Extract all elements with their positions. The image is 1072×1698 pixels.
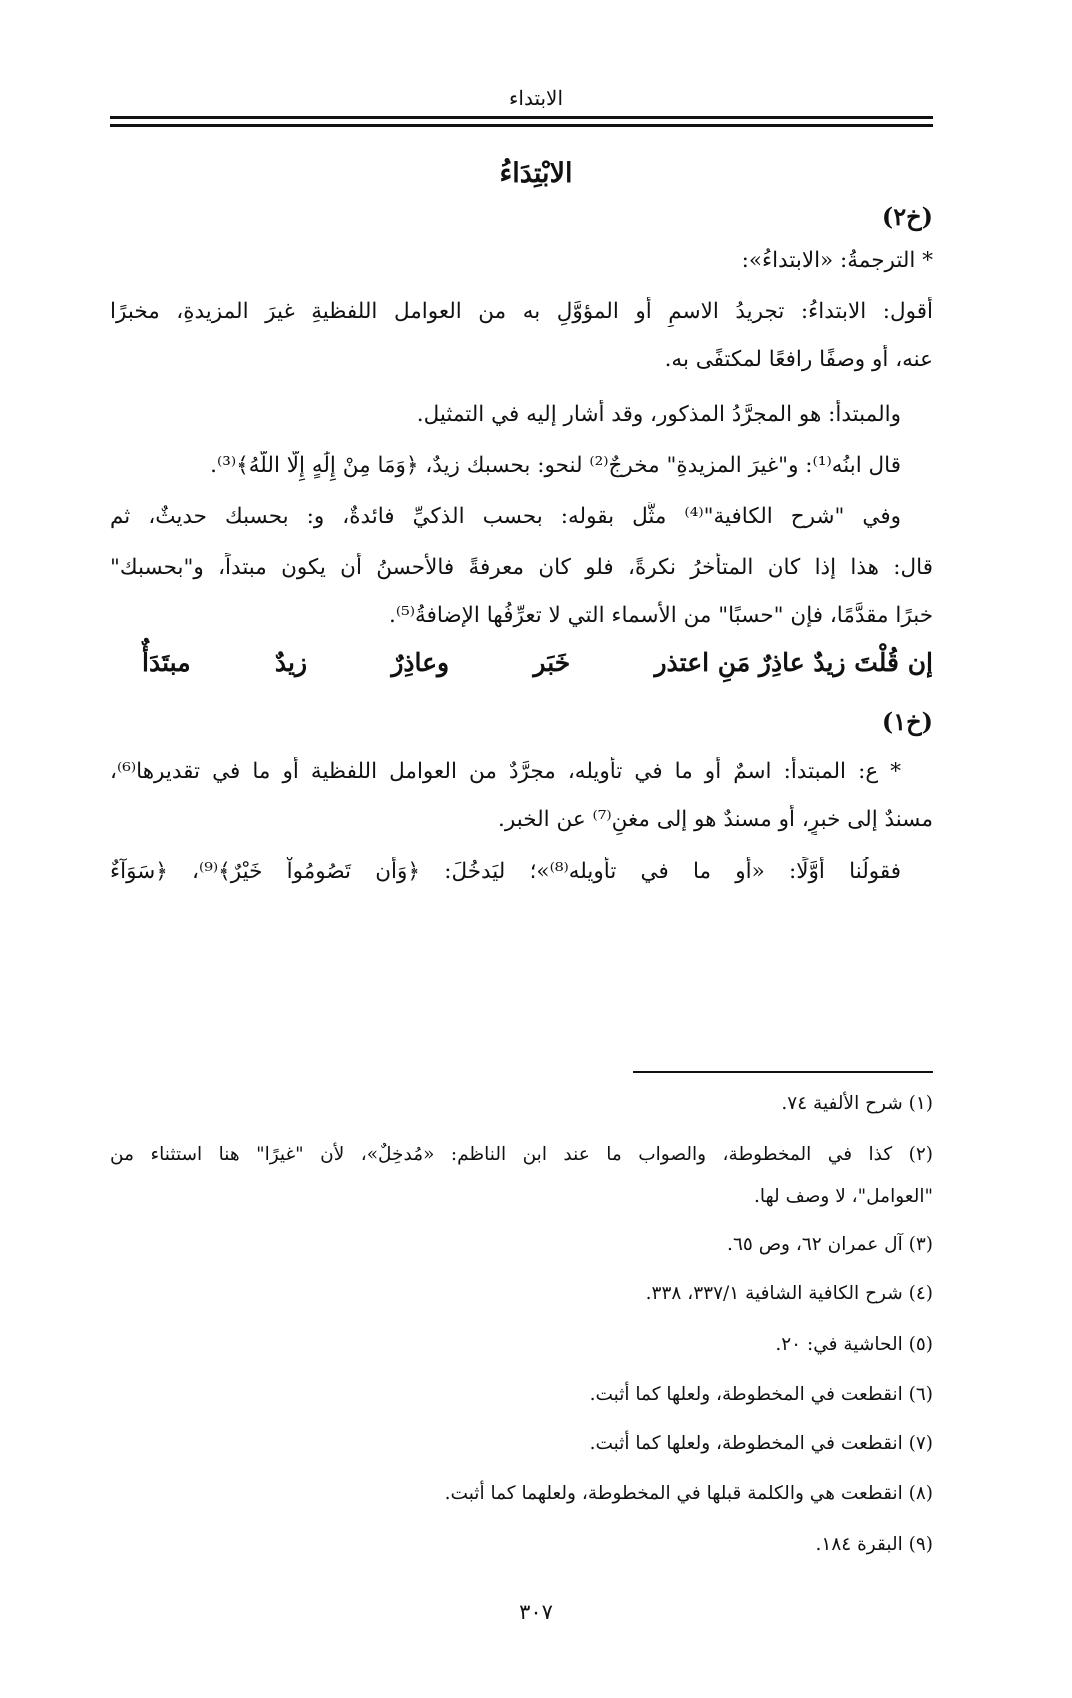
translation-heading: * الترجمةُ: «الابتداءُ»:	[741, 248, 933, 273]
footnote: (٥) الحاشية في: ٢٠.	[775, 1334, 933, 1355]
manuscript-code-a: (خ١)	[881, 707, 933, 736]
footnote: (٣) آل عمران ٦٢، وص ٦٥.	[727, 1234, 933, 1255]
paragraph-line: قال: هذا إذا كان المتأخرُ نكرةً، فلو كان معرفةً فالأحسنُ أن يكون مبتداً، و"بحسبك"	[110, 555, 933, 580]
gloss-item: وعاذِرٌ	[391, 648, 450, 677]
paragraph-line: وفي "شرح الكافية"⁽⁴⁾ مثَّل بقوله: بحسب الذكيِّ فائدةٌ، و: بحسبك حديثٌ، ثم	[110, 504, 901, 529]
paragraph-line: عنه، أو وصفًا رافعًا لمكتفًى به.	[664, 347, 933, 372]
footnote: (٤) شرح الكافية الشافية ٣٣٧/١، ٣٣٨.	[645, 1283, 933, 1304]
header-rule-top	[110, 116, 933, 119]
footnote: (٩) البقرة ١٨٤.	[815, 1534, 933, 1555]
footnote-separator	[633, 1071, 933, 1073]
gloss-item: زيدٌ	[274, 648, 308, 677]
footnote: (٦) انقطعت في المخطوطة، ولعلها كما أثبت.	[589, 1384, 933, 1405]
paragraph-line: مسندٌ إلى خبرٍ، أو مسندٌ هو إلى مغنٍ⁽⁷⁾ عن الخبر.	[498, 807, 933, 832]
section-title: الابْتِدَاءُ	[499, 158, 573, 189]
footnote: (١) شرح الألفية ٧٤.	[781, 1093, 933, 1114]
paragraph-line: فقولُنا أوَّلًا: «أو ما في تأويله⁽⁸⁾»؛ ليَدخُلَ: ﴿وَأَن تَصُومُواْ خَيْرٌ﴾⁽⁹⁾، ﴿سَوَآءٌ	[110, 859, 901, 884]
header-rule-bottom	[110, 124, 933, 127]
footnote: (٨) انقطعت هي والكلمة قبلها في المخطوطة، ولعلهما كما أثبت.	[444, 1483, 933, 1504]
paragraph-line: خبرًا مقدَّمًا، فإن "حسبًا" من الأسماء التي لا تعرِّفُها الإضافةُ⁽⁵⁾.	[389, 603, 933, 628]
manuscript-code-b: (خ٢)	[881, 202, 933, 231]
gloss-item: خَبَر	[533, 648, 571, 677]
gloss-item: إن قُلْتَ زيدٌ عاذِرٌ مَنِ اعتذر	[654, 648, 933, 677]
paragraph-line: * ع: المبتدأُ: اسمٌ أو ما في تأويله، مجرَّدٌ من العوامل اللفظية أو ما في تقديرها⁽⁶⁾،	[110, 759, 901, 784]
footnote: "العوامل"، لا وصف لها.	[754, 1186, 933, 1207]
running-header: الابتداء	[508, 86, 564, 110]
gloss-item: مبتَدَأٌ	[142, 648, 191, 677]
parsing-gloss-row	[142, 648, 933, 677]
footnote: (٧) انقطعت في المخطوطة، ولعلها كما أثبت.	[589, 1433, 933, 1454]
page-number: ٣٠٧	[519, 1600, 553, 1624]
paragraph-line: والمبتدأُ: هو المجرَّدُ المذكور، وقد أشار إليه في التمثيل.	[416, 402, 901, 427]
paragraph-line: أقول: الابتداءُ: تجريدُ الاسمِ أو المؤوَّلِ به من العوامل اللفظيةِ غيرَ المزيدةِ، مخبرًا	[110, 299, 933, 324]
footnote: (٢) كذا في المخطوطة، والصواب ما عند ابن الناظم: «مُدخِلٌ»، لأن "غيرًا" هنا استثناء من	[110, 1144, 933, 1165]
paragraph-line: قال ابنُه⁽¹⁾: و"غيرَ المزيدةِ" مخرجٌ⁽²⁾ لنحو: بحسبك زيدٌ، ﴿وَمَا مِنْ إِلَٰهٍ إِلَّا اللَّهُ﴾⁽³⁾.	[210, 453, 901, 478]
